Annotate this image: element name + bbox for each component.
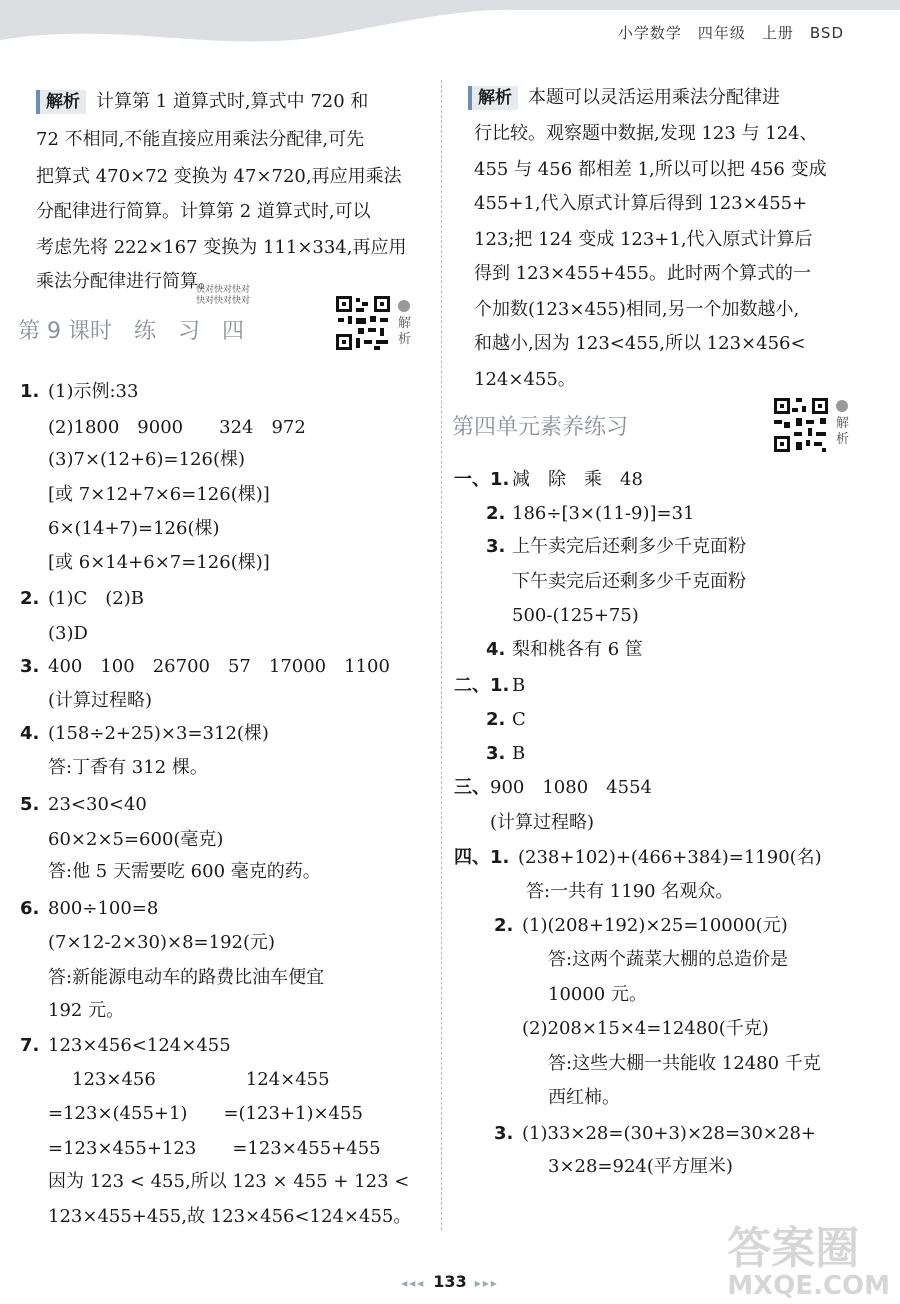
answer-line: (7×12-2×30)×8=192(元) xyxy=(48,932,276,953)
play-icon-left xyxy=(398,300,410,312)
answer-line: 梨和桃各有 6 筐 xyxy=(512,639,643,660)
answer-line: 答:他 5 天需要吃 600 毫克的药。 xyxy=(48,861,321,882)
header-edition: BSD xyxy=(809,24,844,42)
watermark xyxy=(727,1223,890,1301)
answer-line: (2)1800 9000 324 972 xyxy=(48,417,306,438)
question-number: 2. xyxy=(20,588,40,609)
answer-line: (238+102)+(466+384)=1190(名) xyxy=(518,847,822,868)
watermark-title: 答案圈 xyxy=(727,1223,860,1274)
analysis-text: 考虑先将 222×167 变换为 111×334,再应用 xyxy=(36,237,407,258)
analysis-text: 72 不相同,不能直接应用乘法分配律,可先 xyxy=(36,129,365,150)
qr-label-left: 解析 xyxy=(398,316,412,347)
answer-line: 6×(14+7)=126(棵) xyxy=(48,518,220,539)
answer-line: C xyxy=(512,709,526,730)
answer-line: (1)C (2)B xyxy=(48,588,144,609)
analysis-text: 455+1,代入原式计算后得到 123×455+ xyxy=(474,193,808,214)
answer-line: 下午卖完后还剩多少千克面粉 xyxy=(512,571,746,592)
analysis-tag: 解析 xyxy=(468,86,518,110)
analysis-text: 123;把 124 变成 123+1,代入原式计算后 xyxy=(474,229,813,250)
analysis-text: 计算第 1 道算式时,算式中 720 和 xyxy=(96,91,369,112)
analysis-line xyxy=(36,165,402,189)
answer-line: (1)示例:33 xyxy=(48,381,139,402)
question-number: 2. xyxy=(494,915,514,936)
next-arrows-icon: ▸▸▸ xyxy=(474,1276,499,1290)
answer-line: 答:新能源电动车的路费比油车便宜 xyxy=(48,967,325,988)
answer-line: 60×2×5=600(毫克) xyxy=(48,829,224,850)
small-stamp-text: 快对快对快对 xyxy=(196,285,251,295)
answer-line: 123×455+455,故 123×456<124×455。 xyxy=(48,1206,412,1227)
analysis-line xyxy=(474,158,827,182)
answer-line: 400 100 26700 57 17000 1100 xyxy=(48,656,390,677)
answer-line: 答:丁香有 312 棵。 xyxy=(48,757,208,778)
analysis-line xyxy=(474,122,818,146)
answer-line: 答:一共有 1190 名观众。 xyxy=(526,881,734,902)
header-subject: 小学数学 xyxy=(617,24,682,42)
analysis-line xyxy=(36,236,406,260)
prev-arrows-icon: ◂◂◂ xyxy=(401,1276,426,1290)
question-number: 3. xyxy=(494,1123,514,1144)
column-divider xyxy=(441,80,442,1230)
answer-line: (1)33×28=(30+3)×28=30×28+ xyxy=(522,1123,816,1144)
qr-label-right: 解析 xyxy=(836,416,850,447)
answer-line: 因为 123 < 455,所以 123 × 455 + 123 < xyxy=(48,1171,410,1192)
analysis-line xyxy=(36,270,216,294)
analysis-line xyxy=(36,200,371,224)
answer-line: 答:这两个蔬菜大棚的总造价是 xyxy=(548,949,789,970)
qr-code-left[interactable] xyxy=(334,294,392,352)
question-number: 2. xyxy=(486,709,506,730)
answer-line: 186÷[3×(11-9)]=31 xyxy=(512,503,695,524)
question-number: 三、 xyxy=(454,777,490,798)
answer-line: 23<30<40 xyxy=(48,794,147,815)
answer-line: 123×456 124×455 xyxy=(72,1069,330,1090)
analysis-line xyxy=(474,192,807,216)
qr-code-icon xyxy=(772,396,830,454)
question-number: 6. xyxy=(20,898,40,919)
watermark-url: MXQE.COM xyxy=(727,1271,890,1301)
analysis-text: 个加数(123×455)相同,另一个加数越小, xyxy=(474,299,800,320)
question-number: 3. xyxy=(20,656,40,677)
answer-line: [或 6×14+6×7=126(棵)] xyxy=(48,552,270,573)
answer-line: 500-(125+75) xyxy=(512,605,639,626)
section-title-left: 第 9 课时 练 习 四 xyxy=(18,319,244,344)
analysis-text: 行比较。观察题中数据,发现 123 与 124、 xyxy=(474,123,818,144)
answer-line: (3)7×(12+6)=126(棵) xyxy=(48,449,245,470)
analysis-tag: 解析 xyxy=(36,90,86,114)
question-number: 2. xyxy=(486,503,506,524)
qr-code-icon xyxy=(334,294,392,352)
answer-line: B xyxy=(512,743,526,764)
answer-line: 900 1080 4554 xyxy=(490,777,652,798)
answer-line: (2)208×15×4=12480(千克) xyxy=(522,1018,769,1039)
answer-line: (158÷2+25)×3=312(棵) xyxy=(48,723,269,744)
analysis-text: 本题可以灵活运用乘法分配律进 xyxy=(528,87,780,108)
answer-line: 答:这些大棚一共能收 12480 千克 xyxy=(548,1053,821,1074)
qr-code-right[interactable] xyxy=(772,396,830,454)
small-stamp-text: 快对快对快对 xyxy=(196,296,251,306)
page-header xyxy=(602,22,844,43)
analysis-text: 得到 123×455+455。此时两个算式的一 xyxy=(474,263,811,284)
question-number: 二、1. xyxy=(454,675,510,696)
section-title-right: 第四单元素养练习 xyxy=(452,415,629,440)
answer-line: (计算过程略) xyxy=(490,812,595,833)
analysis-text: 把算式 470×72 变换为 47×720,再应用乘法 xyxy=(36,166,402,187)
question-number: 5. xyxy=(20,794,40,815)
header-volume: 上册 xyxy=(761,24,794,42)
analysis-line xyxy=(36,128,364,152)
answer-line: 减 除 乘 48 xyxy=(512,469,643,490)
answer-line: (1)(208+192)×25=10000(元) xyxy=(522,915,788,936)
analysis-line xyxy=(474,262,811,286)
analysis-text: 分配律进行简算。计算第 2 道算式时,可以 xyxy=(36,201,371,222)
analysis-line xyxy=(474,368,576,392)
analysis-line xyxy=(468,86,780,110)
answer-line: (3)D xyxy=(48,623,88,644)
answer-line: B xyxy=(512,675,526,696)
answer-line: 西红柿。 xyxy=(548,1087,620,1108)
question-number: 3. xyxy=(486,743,506,764)
page-number: 133 xyxy=(433,1272,467,1291)
question-number: 7. xyxy=(20,1035,40,1056)
play-icon-right xyxy=(836,400,848,412)
analysis-line xyxy=(474,298,799,322)
analysis-text: 124×455。 xyxy=(474,369,576,390)
analysis-line xyxy=(474,332,806,356)
question-number: 4. xyxy=(486,639,506,660)
question-number: 1. xyxy=(20,381,40,402)
answer-line: =123×(455+1) =(123+1)×455 xyxy=(48,1103,363,1124)
answer-line: 上午卖完后还剩多少千克面粉 xyxy=(512,536,746,557)
analysis-text: 乘法分配律进行简算。 xyxy=(36,271,216,292)
analysis-line xyxy=(36,90,368,114)
question-number: 四、1. xyxy=(454,847,510,868)
answer-line: (计算过程略) xyxy=(48,690,153,711)
question-number: 3. xyxy=(486,536,506,557)
header-grade: 四年级 xyxy=(697,24,746,42)
answer-line: [或 7×12+7×6=126(棵)] xyxy=(48,484,270,505)
question-number: 4. xyxy=(20,723,40,744)
analysis-text: 和越小,因为 123<455,所以 123×456< xyxy=(474,333,806,354)
analysis-line xyxy=(474,228,813,252)
analysis-text: 455 与 456 都相差 1,所以可以把 456 变成 xyxy=(474,159,827,180)
answer-line: 3×28=924(平方厘米) xyxy=(548,1156,733,1177)
answer-line: 123×456<124×455 xyxy=(48,1035,231,1056)
answer-line: 800÷100=8 xyxy=(48,898,159,919)
answer-line: 10000 元。 xyxy=(548,984,647,1005)
answer-line: 192 元。 xyxy=(48,1000,125,1021)
question-number: 一、1. xyxy=(454,469,510,490)
answer-line: =123×455+123 =123×455+455 xyxy=(48,1138,381,1159)
